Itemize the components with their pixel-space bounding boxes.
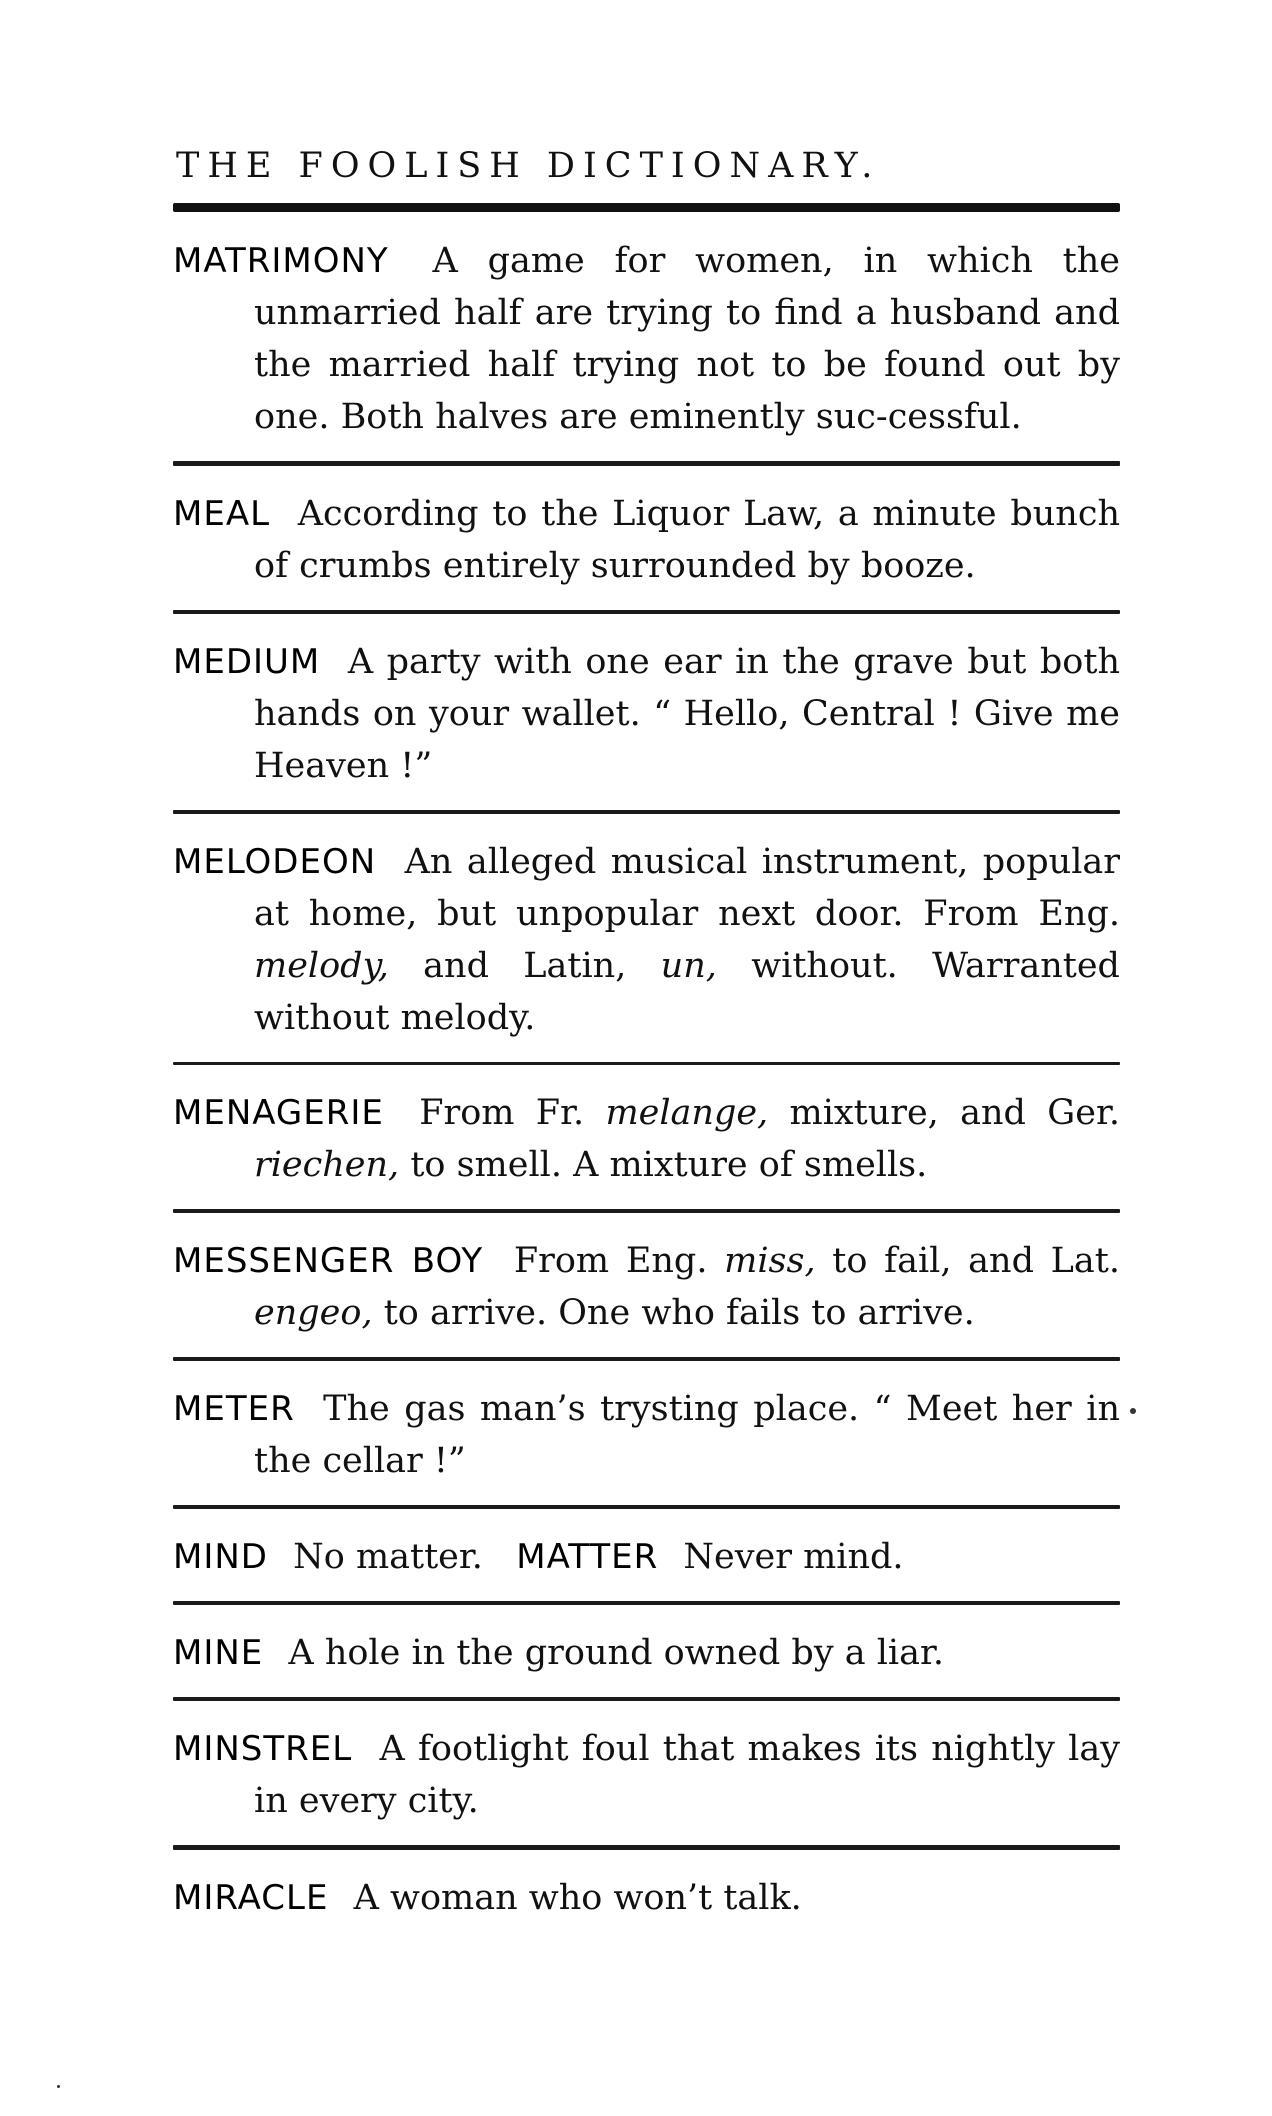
entry-definition: Never mind. bbox=[683, 1537, 904, 1577]
entry-term: MEAL bbox=[173, 494, 271, 534]
entry-definition: According to the Liquor Law, a minute bunch of crumbs entirely surrounded by booze. bbox=[254, 494, 1120, 586]
entry-menagerie bbox=[173, 1087, 1120, 1191]
entry-meal bbox=[173, 488, 1120, 592]
entry-term: MINSTREL bbox=[173, 1729, 353, 1769]
entries-column bbox=[173, 235, 1120, 1924]
divider-rule bbox=[173, 1505, 1120, 1509]
entry-definition: mixture, and Ger. bbox=[789, 1093, 1120, 1133]
entry-definition: without. Warranted without melody. bbox=[254, 946, 1120, 1038]
entry-term: MIRACLE bbox=[173, 1878, 329, 1918]
divider-rule bbox=[173, 1601, 1120, 1605]
entry-definition: and Latin, bbox=[423, 946, 627, 986]
header-rule bbox=[173, 203, 1120, 212]
entry-definition: From Eng. bbox=[513, 1241, 708, 1281]
entry-term: MELODEON bbox=[173, 842, 377, 882]
entry-definition: An alleged musical instrument, popular at home, but unpopular next door. From Eng. bbox=[254, 842, 1120, 934]
ink-speck bbox=[57, 2085, 60, 2088]
entry-miracle bbox=[173, 1872, 1120, 1924]
entry-minstrel bbox=[173, 1723, 1120, 1827]
entry-term: MESSENGER BOY bbox=[173, 1241, 484, 1281]
entry-mind-matter bbox=[173, 1531, 1120, 1583]
divider-rule bbox=[173, 461, 1120, 466]
divider-rule bbox=[173, 810, 1120, 814]
entry-term: MENAGERIE bbox=[173, 1093, 384, 1133]
entry-definition: No matter. bbox=[293, 1537, 483, 1577]
entry-definition: A footlight foul that makes its nightly lay in every city. bbox=[254, 1729, 1120, 1821]
etymology-word: melody, bbox=[254, 946, 389, 986]
entry-matrimony bbox=[173, 235, 1120, 443]
ink-speck bbox=[1130, 1408, 1136, 1414]
page-header: THE FOOLISH DICTIONARY. bbox=[176, 146, 881, 186]
entry-definition: From Fr. bbox=[419, 1093, 585, 1133]
divider-rule bbox=[173, 1845, 1120, 1850]
entry-messenger-boy bbox=[173, 1235, 1120, 1339]
entry-definition: to smell. A mixture of smells. bbox=[410, 1145, 928, 1185]
entry-definition: to fail, and Lat. bbox=[832, 1241, 1120, 1281]
entry-term: MEDIUM bbox=[173, 642, 321, 682]
entry-definition: A game for women, in which the unmarried half are trying to find a husband and the married half trying not to be found out by one. Both halves are eminently suc-cessful. bbox=[254, 241, 1120, 437]
entry-term: MATRIMONY bbox=[173, 241, 389, 281]
entry-term: MINE bbox=[173, 1633, 264, 1673]
divider-rule bbox=[173, 1209, 1120, 1213]
entry-mine bbox=[173, 1627, 1120, 1679]
entry-definition: A party with one ear in the grave but both hands on your wallet. “ Hello, Central ! Give me Heaven !” bbox=[254, 642, 1120, 786]
entry-melodeon bbox=[173, 836, 1120, 1044]
divider-rule bbox=[173, 1697, 1120, 1701]
divider-rule bbox=[173, 1062, 1120, 1065]
entry-definition: A hole in the ground owned by a liar. bbox=[288, 1633, 944, 1673]
entry-meter bbox=[173, 1383, 1120, 1487]
etymology-word: un, bbox=[660, 946, 717, 986]
entry-term: METER bbox=[173, 1389, 295, 1429]
entry-term: MIND bbox=[173, 1537, 268, 1577]
entry-term: MATTER bbox=[516, 1537, 659, 1577]
divider-rule bbox=[173, 610, 1120, 614]
etymology-word: miss, bbox=[724, 1241, 816, 1281]
entry-definition: to arrive. One who fails to arrive. bbox=[383, 1293, 975, 1333]
entry-definition: A woman who won’t talk. bbox=[353, 1878, 802, 1918]
etymology-word: engeo, bbox=[254, 1293, 373, 1333]
etymology-word: melange, bbox=[605, 1093, 769, 1133]
etymology-word: riechen, bbox=[254, 1145, 400, 1185]
entry-medium bbox=[173, 636, 1120, 792]
entry-definition: The gas man’s trysting place. “ Meet her in the cellar !” bbox=[254, 1389, 1120, 1481]
divider-rule bbox=[173, 1357, 1120, 1361]
